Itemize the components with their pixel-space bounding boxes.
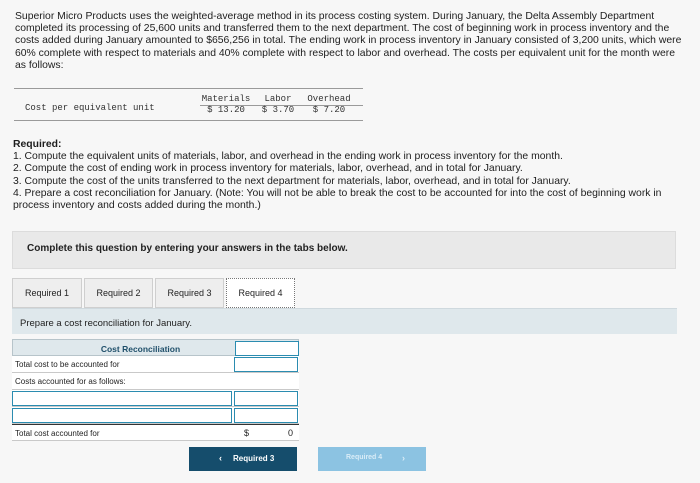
cost-row-label: Cost per equivalent unit: [25, 103, 155, 113]
required-item-3: 3. Compute the cost of the units transferred to the next department for materials, labor, overhead, and in total for January.: [13, 175, 571, 187]
table-row: [12, 356, 299, 373]
tab-panel-header: [12, 308, 677, 334]
prev-button-label: Required 3: [233, 454, 275, 463]
next-required-button[interactable]: [318, 447, 426, 471]
title-value-input[interactable]: [235, 341, 299, 356]
tab-required-2[interactable]: Required 2: [84, 278, 153, 308]
overhead-value: $ 7.20: [312, 105, 346, 115]
cost-reconciliation-table: [12, 339, 299, 441]
next-button-label: Required 4: [346, 454, 383, 461]
chevron-right-icon: ›: [402, 453, 405, 463]
total-accounted-row: [12, 424, 299, 441]
table-row: [12, 407, 299, 424]
tab-bar: [12, 278, 676, 308]
problem-statement: Superior Micro Products uses the weighted-average method in its process costing system. During January, the Delta Assembly Department completed its processing of 25,600 units and transferred them to the next department. The cost of beginning work in process inventory and the costs added during January amounted to $656,256 in total. The ending work in process inventory in January consisted of 3,200 units, which were 60% complete with respect to materials and 40% complete with respect to labor and overhead. The costs per equivalent unit for the month were as follows:: [15, 11, 682, 71]
total-accounted-label: Total cost accounted for: [15, 429, 100, 438]
line-1-value-input[interactable]: [234, 391, 298, 406]
accounted-as-follows-label: Costs accounted for as follows:: [15, 377, 126, 386]
prev-required-button[interactable]: [189, 447, 297, 471]
required-item-4: 4. Prepare a cost reconciliation for January. (Note: You will not be able to break the cost to be accounted for into the cost of beginning work in process inventory and costs added during the month.): [13, 187, 662, 212]
line-2-value-input[interactable]: [234, 408, 298, 423]
required-item-2: 2. Compute the cost of ending work in process inventory for materials, labor, overhead, and in total for January.: [13, 163, 523, 175]
currency-symbol: $: [244, 428, 250, 438]
panel-instruction: Prepare a cost reconciliation for January.: [20, 318, 192, 329]
table-row: [12, 390, 299, 407]
labor-column: [258, 94, 298, 116]
materials-column: [200, 94, 252, 116]
overhead-header: Overhead: [307, 94, 351, 104]
cost-per-unit-table: [14, 88, 363, 121]
materials-header: Materials: [201, 94, 251, 104]
line-2-label-input[interactable]: [12, 408, 232, 423]
total-to-account-input[interactable]: [234, 357, 298, 372]
reconciliation-title: Cost Reconciliation: [100, 344, 181, 354]
overhead-column: [305, 94, 353, 116]
required-section: [13, 139, 685, 212]
tab-required-4[interactable]: Required 4: [226, 278, 295, 308]
labor-header: Labor: [264, 94, 292, 104]
total-to-account-label: Total cost to be accounted for: [15, 360, 120, 369]
chevron-left-icon: ‹: [219, 453, 222, 463]
required-item-1: 1. Compute the equivalent units of materials, labor, and overhead in the ending work in process inventory for the month.: [13, 151, 563, 163]
labor-value: $ 3.70: [261, 105, 295, 115]
tab-required-3[interactable]: Required 3: [155, 278, 224, 308]
table-row: [12, 373, 299, 390]
banner-text: Complete this question by entering your answers in the tabs below.: [27, 243, 348, 254]
tab-required-1[interactable]: Required 1: [12, 278, 82, 308]
reconciliation-title-row: [12, 339, 299, 356]
total-accounted-value: 0: [287, 428, 293, 438]
line-1-label-input[interactable]: [12, 391, 232, 406]
required-heading: Required:: [13, 139, 62, 150]
materials-value: $ 13.20: [207, 105, 245, 115]
instruction-banner: [12, 231, 676, 269]
